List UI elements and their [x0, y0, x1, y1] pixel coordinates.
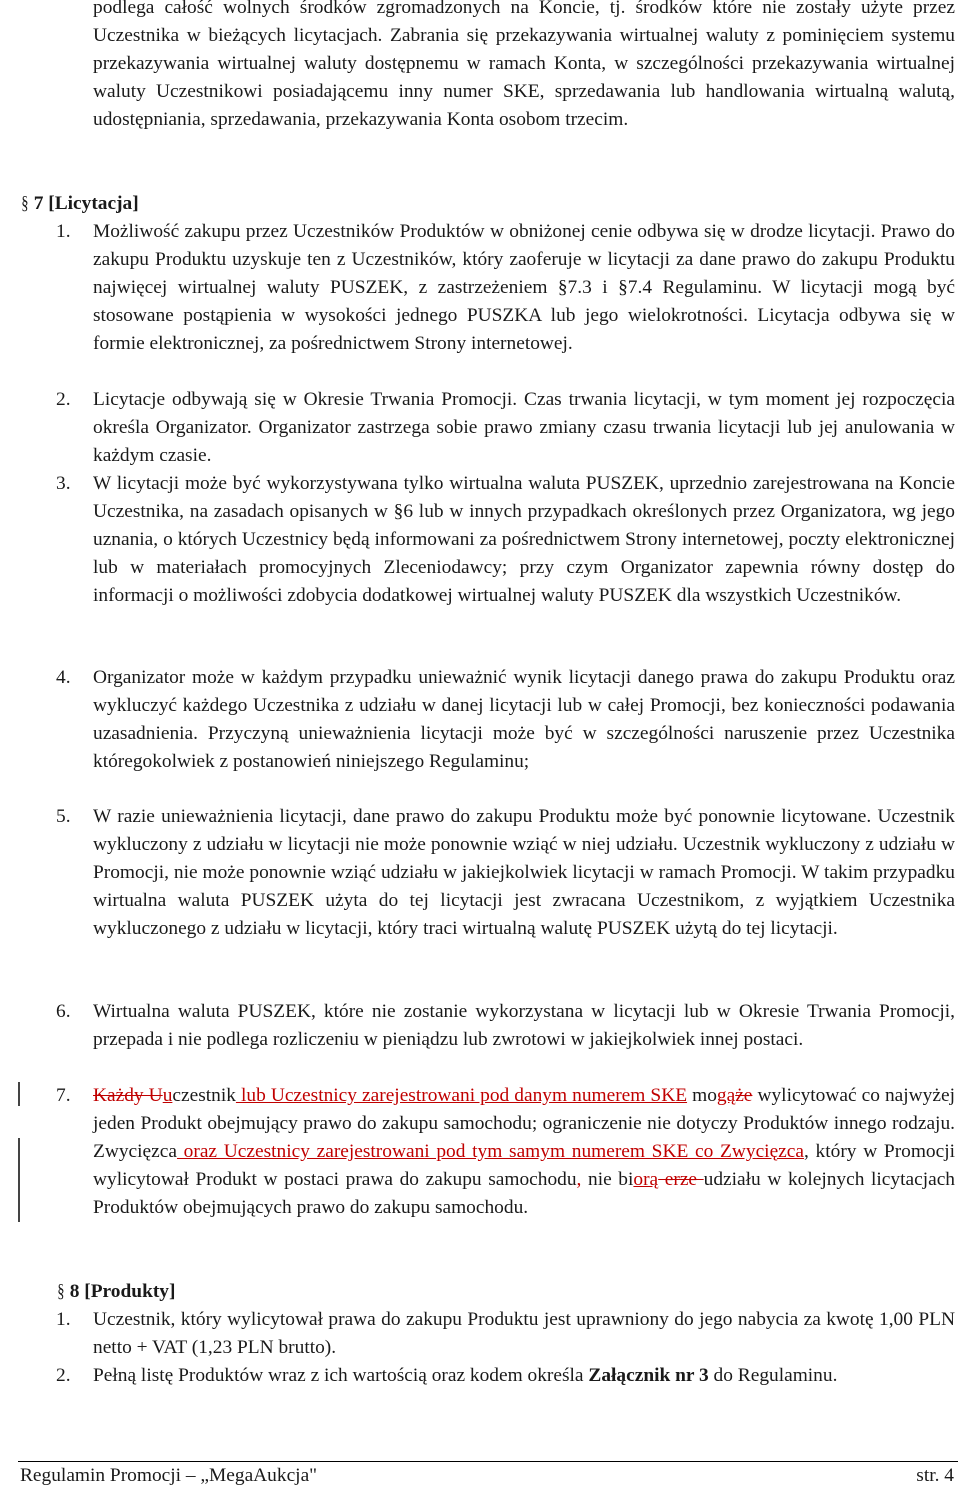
section-7-heading [20, 190, 139, 218]
text-run: , który w Promocji wylicytował Produkt w postaci prawa do zakupu samochodu [93, 1141, 956, 1190]
item-number: 2. [56, 389, 71, 410]
section-symbol: § [21, 193, 29, 214]
inserted-text: oraz Uczestnicy zarejestrowani pod tym samym numerem SKE co Zwycięzca [176, 1141, 804, 1162]
deleted-text: erze [658, 1169, 704, 1190]
section-8-heading [56, 1278, 175, 1306]
deleted-text: Każdy U [93, 1085, 163, 1106]
section-7-item-4: Organizator może w każdym przypadku unieważnić wynik licytacji danego prawa do zakupu Produktu oraz wykluczyć każdego Uczestnika z udziału w danej licytacji lub w całej Promocji, bez konieczności podawania uzasadnienia. Przyczyną unieważnienia licytacji może być w szczególności naruszenie przez Uczestnika któregokolwiek z postanowień niniejszego Regulaminu; [93, 667, 955, 772]
text-run: czestnik [172, 1085, 236, 1106]
deleted-text: że [735, 1085, 753, 1106]
item-number: 1. [56, 221, 71, 242]
section-8-item-1: Uczestnik, który wylicytował prawa do zakupu Produktu jest uprawniony do jego nabycia za kwotę 1,00 PLN netto + VAT (1,23 PLN brutto). [93, 1309, 955, 1358]
section-7-item-3: W licytacji może być wykorzystywana tylko wirtualna waluta PUSZEK, uprzednio zarejestrowana na Koncie Uczestnika, na zasadach opisanych w §6 lub w innych przypadkach określonych przez Organizatora, wg jego uznania, o których Uczestnicy będą informowani za pośrednictwem Strony internetowej, poczty elektronicznej lub w materiałach promocyjnych Zleceniodawcy; przy czym Organizator zapewnia równy dostęp do informacji o możliwości zdobycia dodatkowej wirtualnej waluty PUSZEK dla wszystkich Uczestników. [93, 473, 955, 606]
section-7-item-6: Wirtualna waluta PUSZEK, które nie zostanie wykorzystana w licytacji lub w Okresie Trwania Promocji, przepada i nie podlega rozliczeniu w pieniądzu lub zwrotowi w jakiejkolwiek innej postaci. [93, 1001, 955, 1050]
inserted-text: u [162, 1085, 173, 1106]
text-run: Pełną listę Produktów wraz z ich wartością oraz kodem określa [93, 1365, 589, 1386]
attachment-reference: Załącznik nr 3 [588, 1365, 709, 1386]
inserted-text: gą [716, 1085, 736, 1106]
footer-title: Regulamin Promocji – „MegaAukcja" [20, 1465, 318, 1486]
revision-bar [18, 1082, 20, 1106]
page-number: str. 4 [916, 1465, 954, 1486]
text-run: mo [687, 1085, 717, 1106]
intro-paragraph: podlega całość wolnych środków zgromadzonych na Koncie, tj. środków które nie zostały użyte przez Uczestnika w bieżących licytacjach. Zabrania się przekazywania wirtualnej waluty z pominięciem systemu przekazywania wirtualnej waluty dostępnemu w ramach Konta, w szczególności przekazywania wirtualnej waluty Uczestnikowi posiadającemu inny numer SKE, sprzedawania lub handlowania wirtualną walutą, udostępniania, sprzedawania, przekazywania Konta osobom trzecim. [93, 0, 955, 130]
item-number: 1. [56, 1309, 71, 1330]
inserted-text: orą [633, 1169, 659, 1190]
section-7-item-2: Licytacje odbywają się w Okresie Trwania Promocji. Czas trwania licytacji, w tym moment jej rozpoczęcia określa Organizator. Organizator zastrzega sobie prawo zmiany czasu trwania licytacji lub jej anulowania w każdym czasie. [93, 389, 955, 466]
section-8-item-2 [93, 1362, 955, 1390]
item-number: 3. [56, 473, 71, 494]
text-run: nie bi [581, 1169, 634, 1190]
section-8-title: 8 [Produkty] [69, 1281, 176, 1302]
item-number: 4. [56, 667, 71, 688]
item-number: 5. [56, 806, 71, 827]
item-number: 7. [56, 1085, 71, 1106]
section-7-title: 7 [Licytacja] [33, 193, 139, 214]
text-run: wylicytować co najwyżej jeden Produkt obejmujący prawo do zakupu samochodu; ograniczenie nie dotyczy Produktów innego rodzaju. Zwycięzca [93, 1085, 955, 1162]
section-symbol: § [57, 1281, 65, 1302]
inserted-text: , [576, 1169, 582, 1190]
section-7-item-1: Możliwość zakupu przez Uczestników Produktów w obniżonej cenie odbywa się w drodze licytacji. Prawo do zakupu Produktu uzyskuje ten z Uczestników, który zaoferuje w licytacji za dane prawo do zakupu Produktu najwięcej wirtualnej waluty PUSZEK, z zastrzeżeniem §7.3 i §7.4 Regulaminu. W licytacji mogą być stosowane postąpienia w wysokości jednego PUSZKA lub jego wielokrotności. Licytacja odbywa się w formie elektronicznej, za pośrednictwem Strony internetowej. [93, 221, 955, 354]
section-7-item-7 [93, 1082, 955, 1222]
section-7-item-5: W razie unieważnienia licytacji, dane prawo do zakupu Produktu może być ponownie licytowane. Uczestnik wykluczony z udziału w licytacji nie może ponownie wziąć w niej udziału. Uczestnik wykluczony z udziału w Promocji, nie może ponownie wziąć udziału w jakiejkolwiek licytacji w ramach Promocji. W takim przypadku wirtualna waluta PUSZEK użyta do tej licytacji jest zwracana Uczestnikom, z wyjątkiem Uczestnika wykluczonego z udziału w licytacji, który traci wirtualną walutę PUSZEK użytą do tej licytacji. [93, 806, 955, 939]
item-number: 6. [56, 1001, 71, 1022]
revision-bar [18, 1138, 20, 1222]
footer-divider [18, 1461, 958, 1462]
text-run: udziału w kolejnych licytacjach Produktów obejmujących prawo do zakupu samochodu. [93, 1169, 955, 1218]
text-run: do Regulaminu. [708, 1365, 838, 1386]
inserted-text: lub Uczestnicy zarejestrowani pod danym numerem SKE [235, 1085, 688, 1106]
item-number: 2. [56, 1365, 71, 1386]
